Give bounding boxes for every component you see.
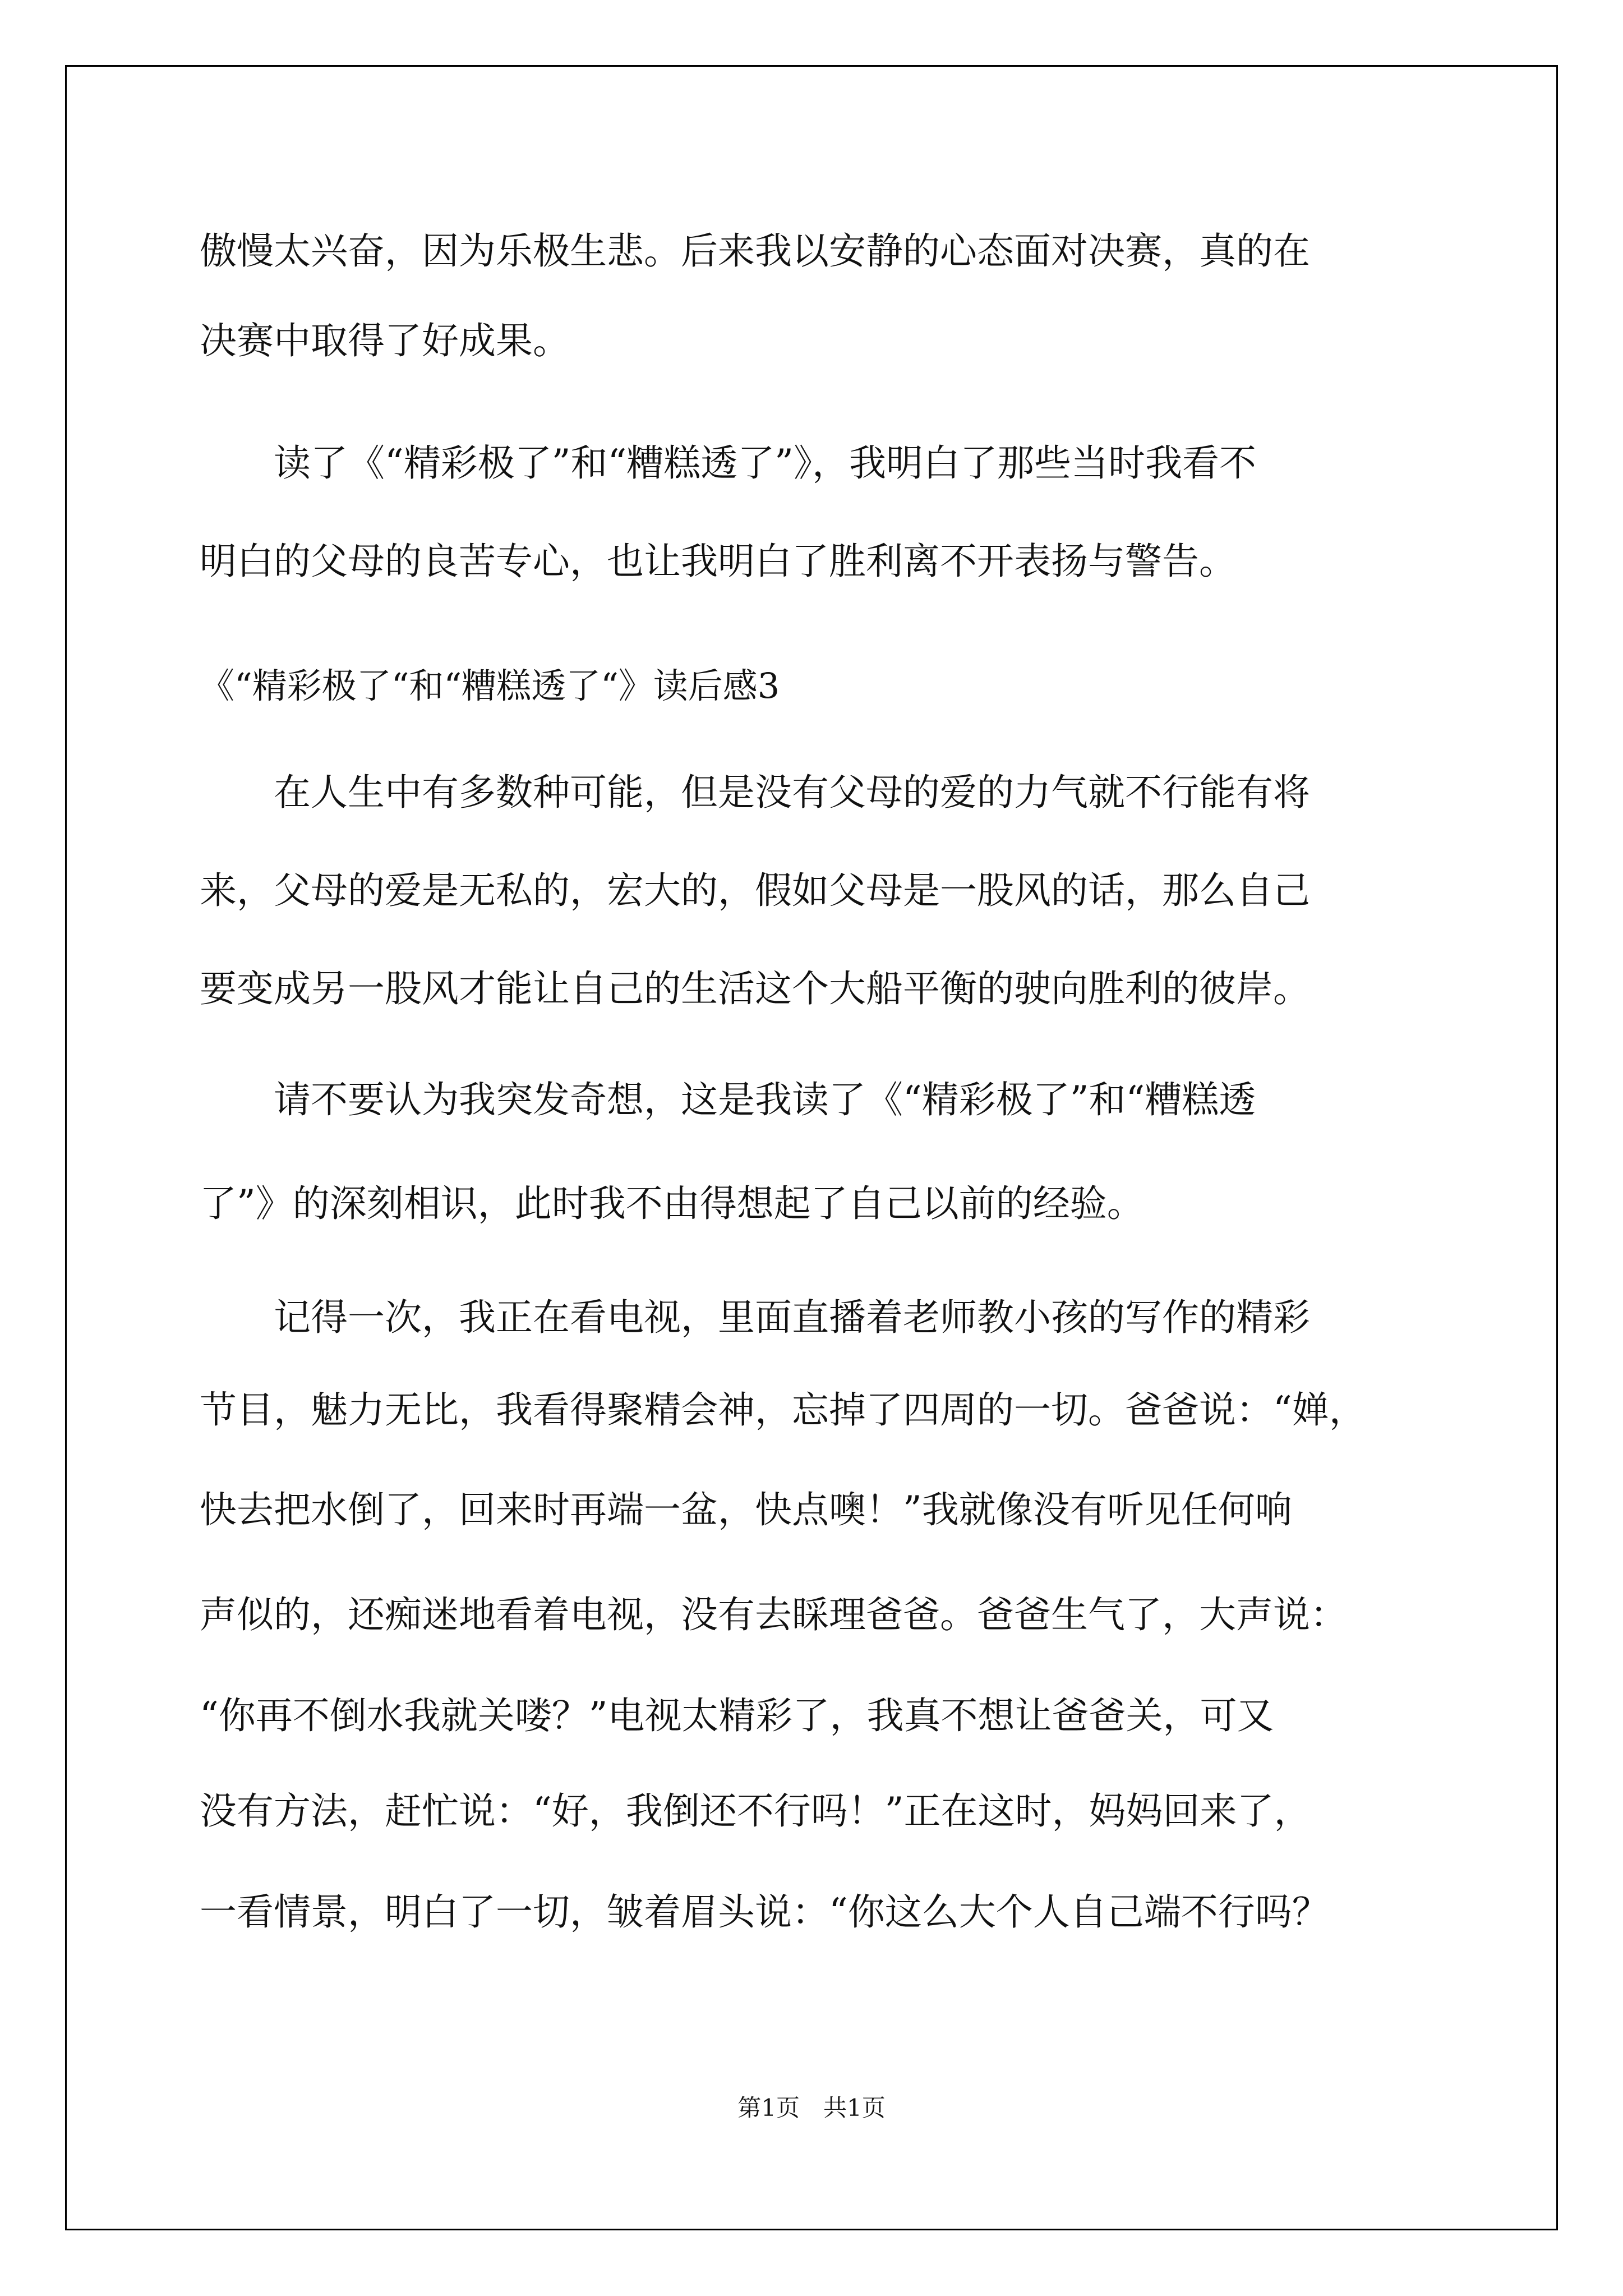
- text-line: 声似的，还痴迷地看着电视，没有去睬理爸爸。爸爸生气了，大声说：: [200, 1593, 1347, 1636]
- text-line: 决赛中取得了好成果。: [200, 319, 570, 362]
- text-line: 没有方法，赶忙说：“好，我倒还不行吗！”正在这时，妈妈回来了，: [200, 1789, 1311, 1833]
- text-line: 了”》的深刻相识，此时我不由得想起了自己以前的经验。: [200, 1182, 1144, 1225]
- text-line: 明白的父母的良苦专心，也让我明白了胜利离不开表扬与警告。: [200, 540, 1236, 583]
- text-line: “你再不倒水我就关喽？”电视太精彩了，我真不想让爸爸关，可又: [200, 1694, 1274, 1737]
- text-line: 记得一次，我正在看电视，里面直播着老师教小孩的写作的精彩: [200, 1296, 1310, 1339]
- section-heading: 《“精彩极了“和“糟糕透了“》读后感3: [200, 665, 780, 706]
- text-line: 傲慢太兴奋，因为乐极生悲。后来我以安静的心态面对决赛，真的在: [200, 229, 1310, 273]
- text-line: 一看情景，明白了一切，皱着眉头说：“你这么大个人自己端不行吗？: [200, 1890, 1329, 1934]
- text-line: 要变成另一股风才能让自己的生活这个大船平衡的驶向胜利的彼岸。: [200, 967, 1310, 1010]
- text-line: 请不要认为我突发奇想，这是我读了《“精彩极了”和“糟糕透: [200, 1078, 1256, 1121]
- page-number-footer: 第1页 共1页: [737, 2094, 886, 2122]
- text-line: 来，父母的爱是无私的，宏大的，假如父母是一股风的话，那么自己: [200, 869, 1310, 912]
- text-line: 快去把水倒了，回来时再端一盆，快点噢！”我就像没有听见任何响: [200, 1488, 1292, 1531]
- text-line: 读了《“精彩极了”和“糟糕透了”》，我明白了那些当时我看不: [200, 441, 1256, 485]
- text-line: 节目，魅力无比，我看得聚精会神，忘掉了四周的一切。爸爸说：“婵，: [200, 1388, 1366, 1432]
- text-line: 在人生中有多数种可能，但是没有父母的爱的力气就不行能有将: [200, 771, 1310, 814]
